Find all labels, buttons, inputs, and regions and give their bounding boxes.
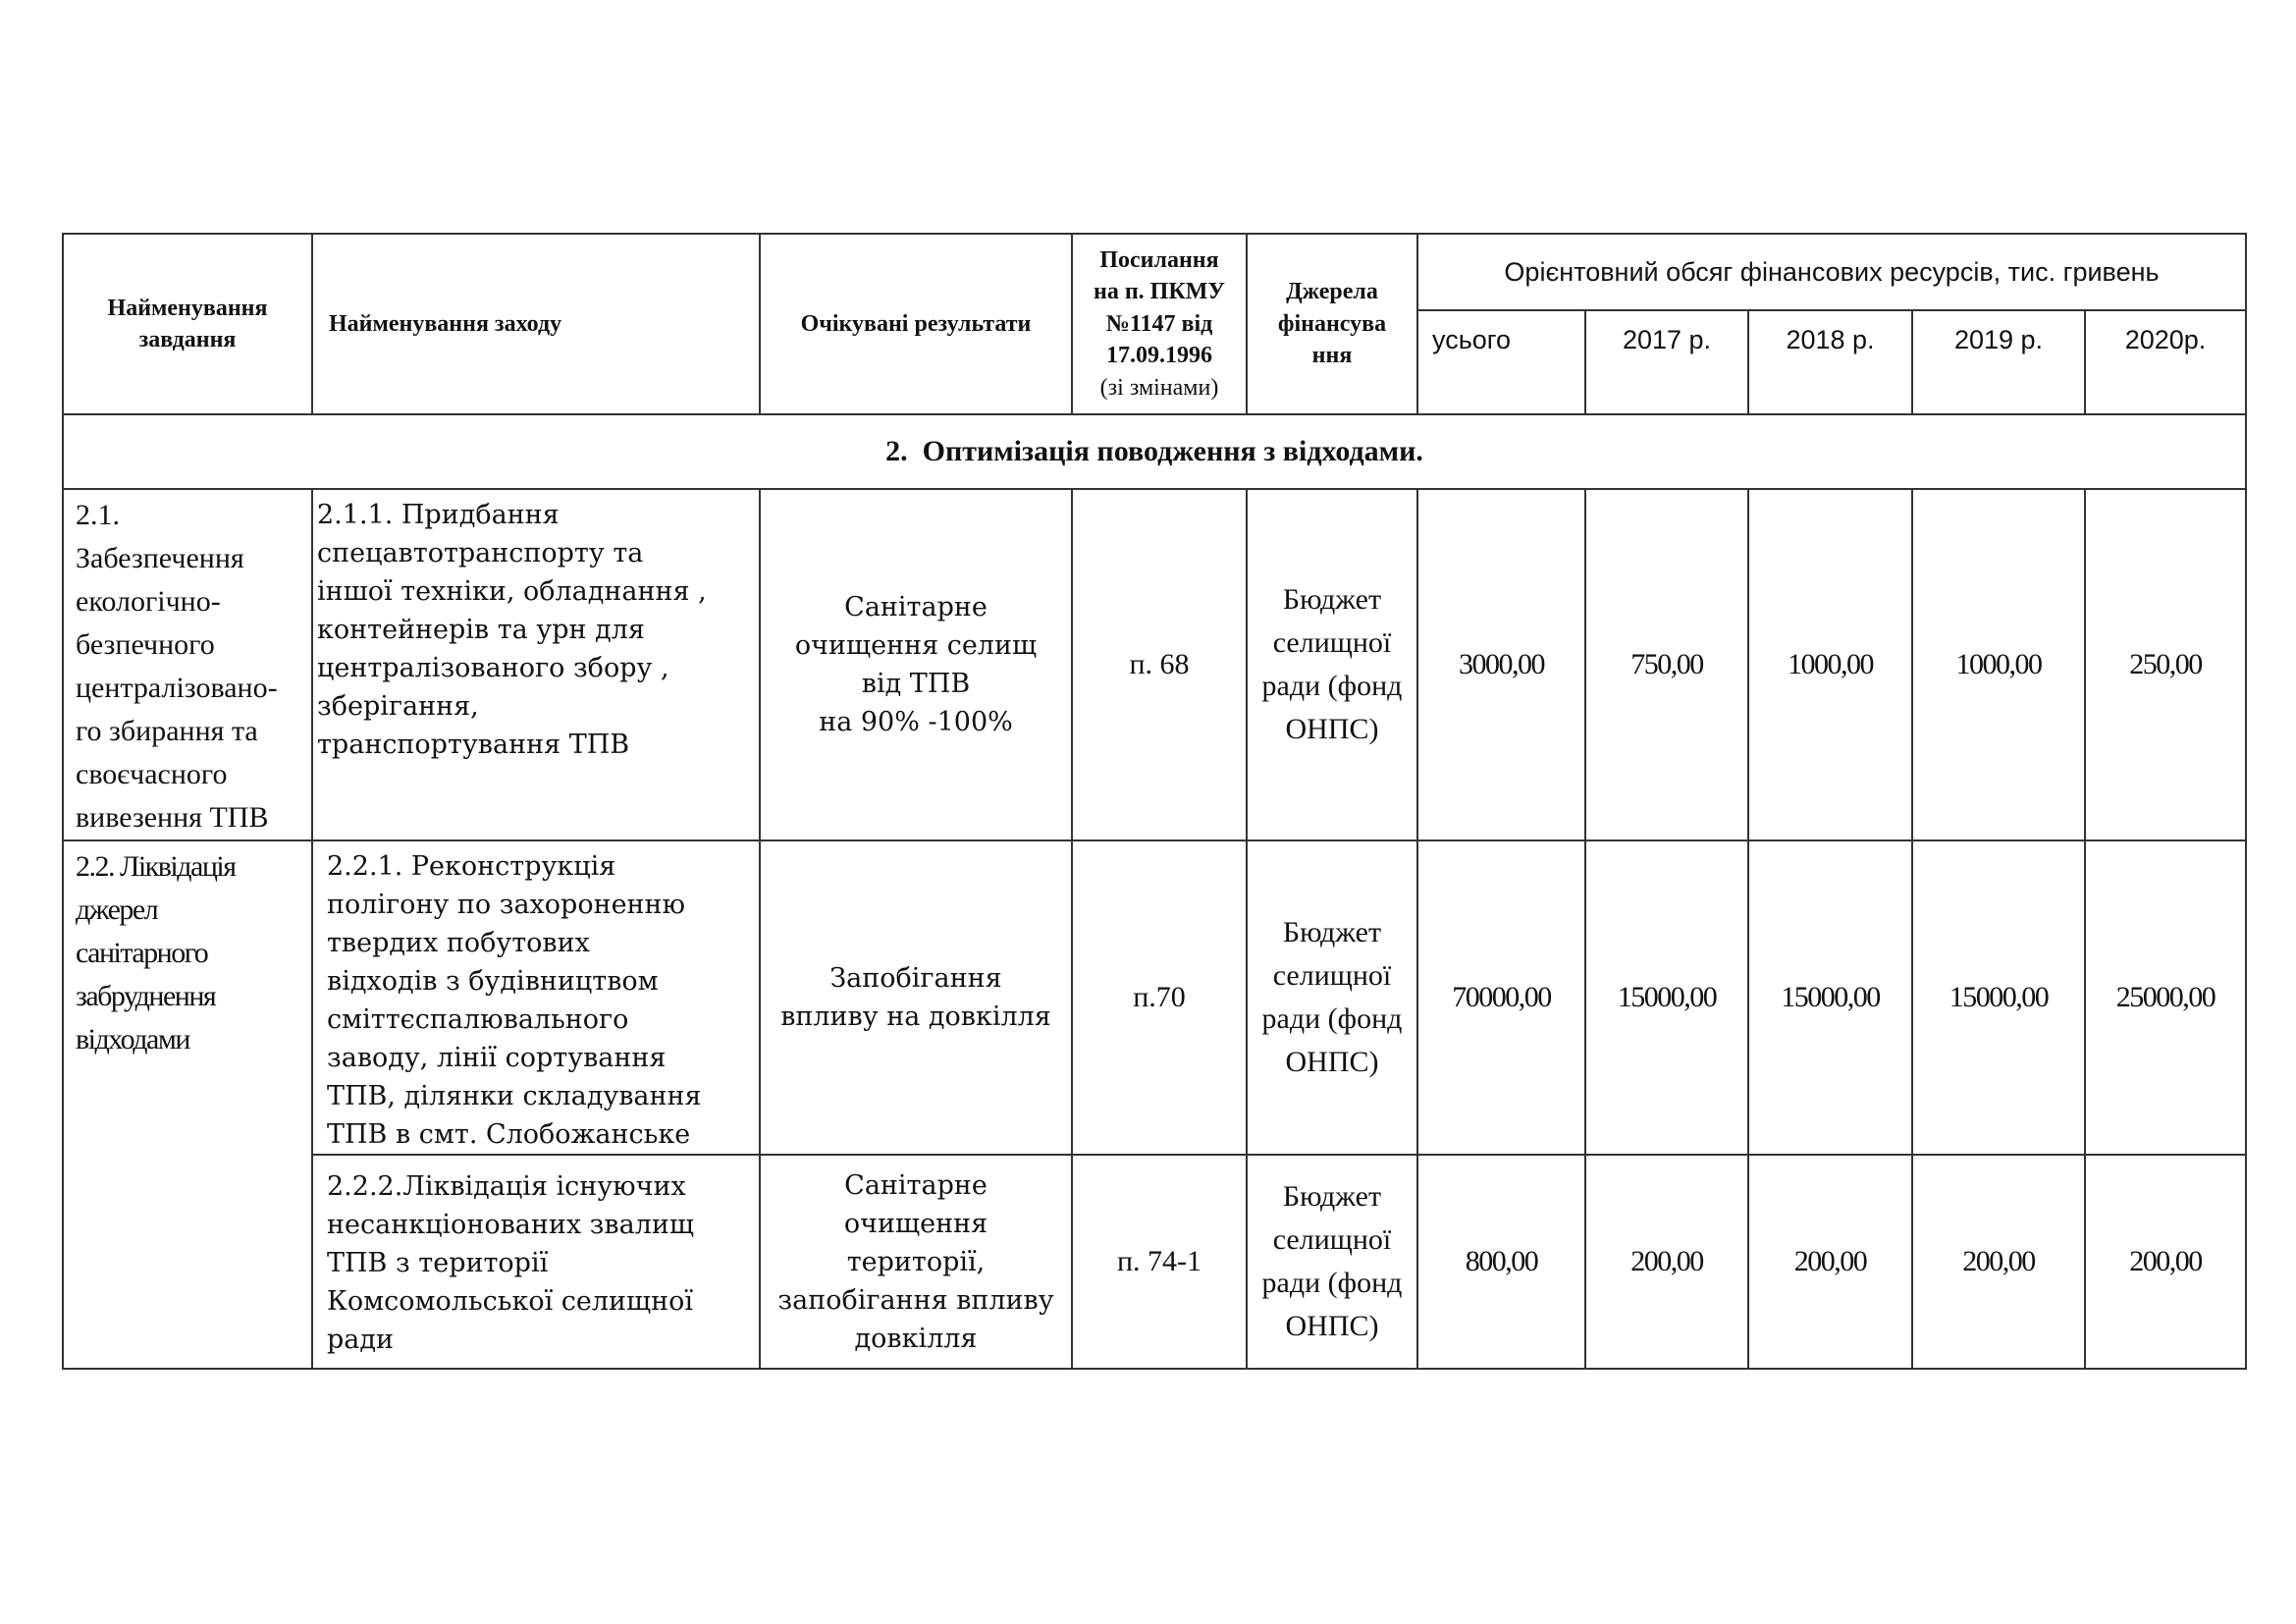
header-row-1 — [63, 234, 2246, 310]
section-title — [63, 414, 2246, 489]
result-cell: Санітарне очищення території, запобігання впливу довкілля — [760, 1155, 1072, 1369]
reference-cell: п.70 — [1072, 840, 1247, 1155]
value-2017: 200,00 — [1585, 1155, 1748, 1369]
header-reference: Посилання на п. ПКМУ №1147 від 17.09.1996 (зі змінами) — [1072, 234, 1247, 414]
header-results: Очікувані результати — [760, 234, 1072, 414]
reference-cell: п. 74-1 — [1072, 1155, 1247, 1369]
source-cell: Бюджет селищної ради (фонд ОНПС) — [1247, 1155, 1417, 1369]
header-finance-title: Орієнтовний обсяг фінансових ресурсів, тис. гривень — [1417, 234, 2246, 310]
task-cell: 2.2. Ліквідація джерел санітарного забруднення відходами — [63, 840, 312, 1369]
table-row — [63, 840, 2246, 1155]
value-2020: 250,00 — [2085, 489, 2246, 840]
value-total: 3000,00 — [1417, 489, 1585, 840]
header-task: Найменування завдання — [63, 234, 312, 414]
result-cell: Запобігання впливу на довкілля — [760, 840, 1072, 1155]
value-2017: 750,00 — [1585, 489, 1748, 840]
measure-cell: 2.2.2.Ліквідація існуючих несанкціонованих звалищ ТПВ з території Комсомольської селищної ради — [312, 1155, 760, 1369]
header-col-2019: 2019 р. — [1912, 310, 2085, 414]
source-cell: Бюджет селищної ради (фонд ОНПС) — [1247, 840, 1417, 1155]
value-2018: 15000,00 — [1748, 840, 1912, 1155]
value-2019: 200,00 — [1912, 1155, 2085, 1369]
header-col-total: усього — [1417, 310, 1585, 414]
section-text: Оптимізація поводження з відходами. — [922, 435, 1423, 467]
reference-cell: п. 68 — [1072, 489, 1247, 840]
table-row — [63, 1155, 2246, 1369]
section-row — [63, 414, 2246, 489]
value-2017: 15000,00 — [1585, 840, 1748, 1155]
value-total: 800,00 — [1417, 1155, 1585, 1369]
value-2018: 200,00 — [1748, 1155, 1912, 1369]
value-2020: 25000,00 — [2085, 840, 2246, 1155]
result-cell: Санітарне очищення селищ від ТПВ на 90% -100% — [760, 489, 1072, 840]
table-row — [63, 489, 2246, 840]
header-source: Джерела фінансува ння — [1247, 234, 1417, 414]
value-2020: 200,00 — [2085, 1155, 2246, 1369]
measure-cell: 2.2.1. Реконструкція полігону по захороненню твердих побутових відходів з будівництвом сміттєспалювального заводу, лінії сортування ТПВ, ділянки складування ТПВ в смт. Слобожанське — [312, 840, 760, 1155]
value-2019: 1000,00 — [1912, 489, 2085, 840]
value-2019: 15000,00 — [1912, 840, 2085, 1155]
value-total: 70000,00 — [1417, 840, 1585, 1155]
header-col-2018: 2018 р. — [1748, 310, 1912, 414]
header-col-2017: 2017 р. — [1585, 310, 1748, 414]
task-cell: 2.1. Забезпечення екологічно- безпечного централізовано- го збирання та своєчасного вивезення ТПВ — [63, 489, 312, 840]
finance-table — [62, 233, 2247, 1370]
value-2018: 1000,00 — [1748, 489, 1912, 840]
measure-cell: 2.1.1. Придбання спецавтотранспорту та іншої техніки, обладнання , контейнерів та урн для централізованого збору , зберігання, транспортування ТПВ — [312, 489, 760, 840]
header-col-2020: 2020р. — [2085, 310, 2246, 414]
source-cell: Бюджет селищної ради (фонд ОНПС) — [1247, 489, 1417, 840]
section-number: 2. — [885, 435, 908, 467]
header-measure: Найменування заходу — [312, 234, 760, 414]
